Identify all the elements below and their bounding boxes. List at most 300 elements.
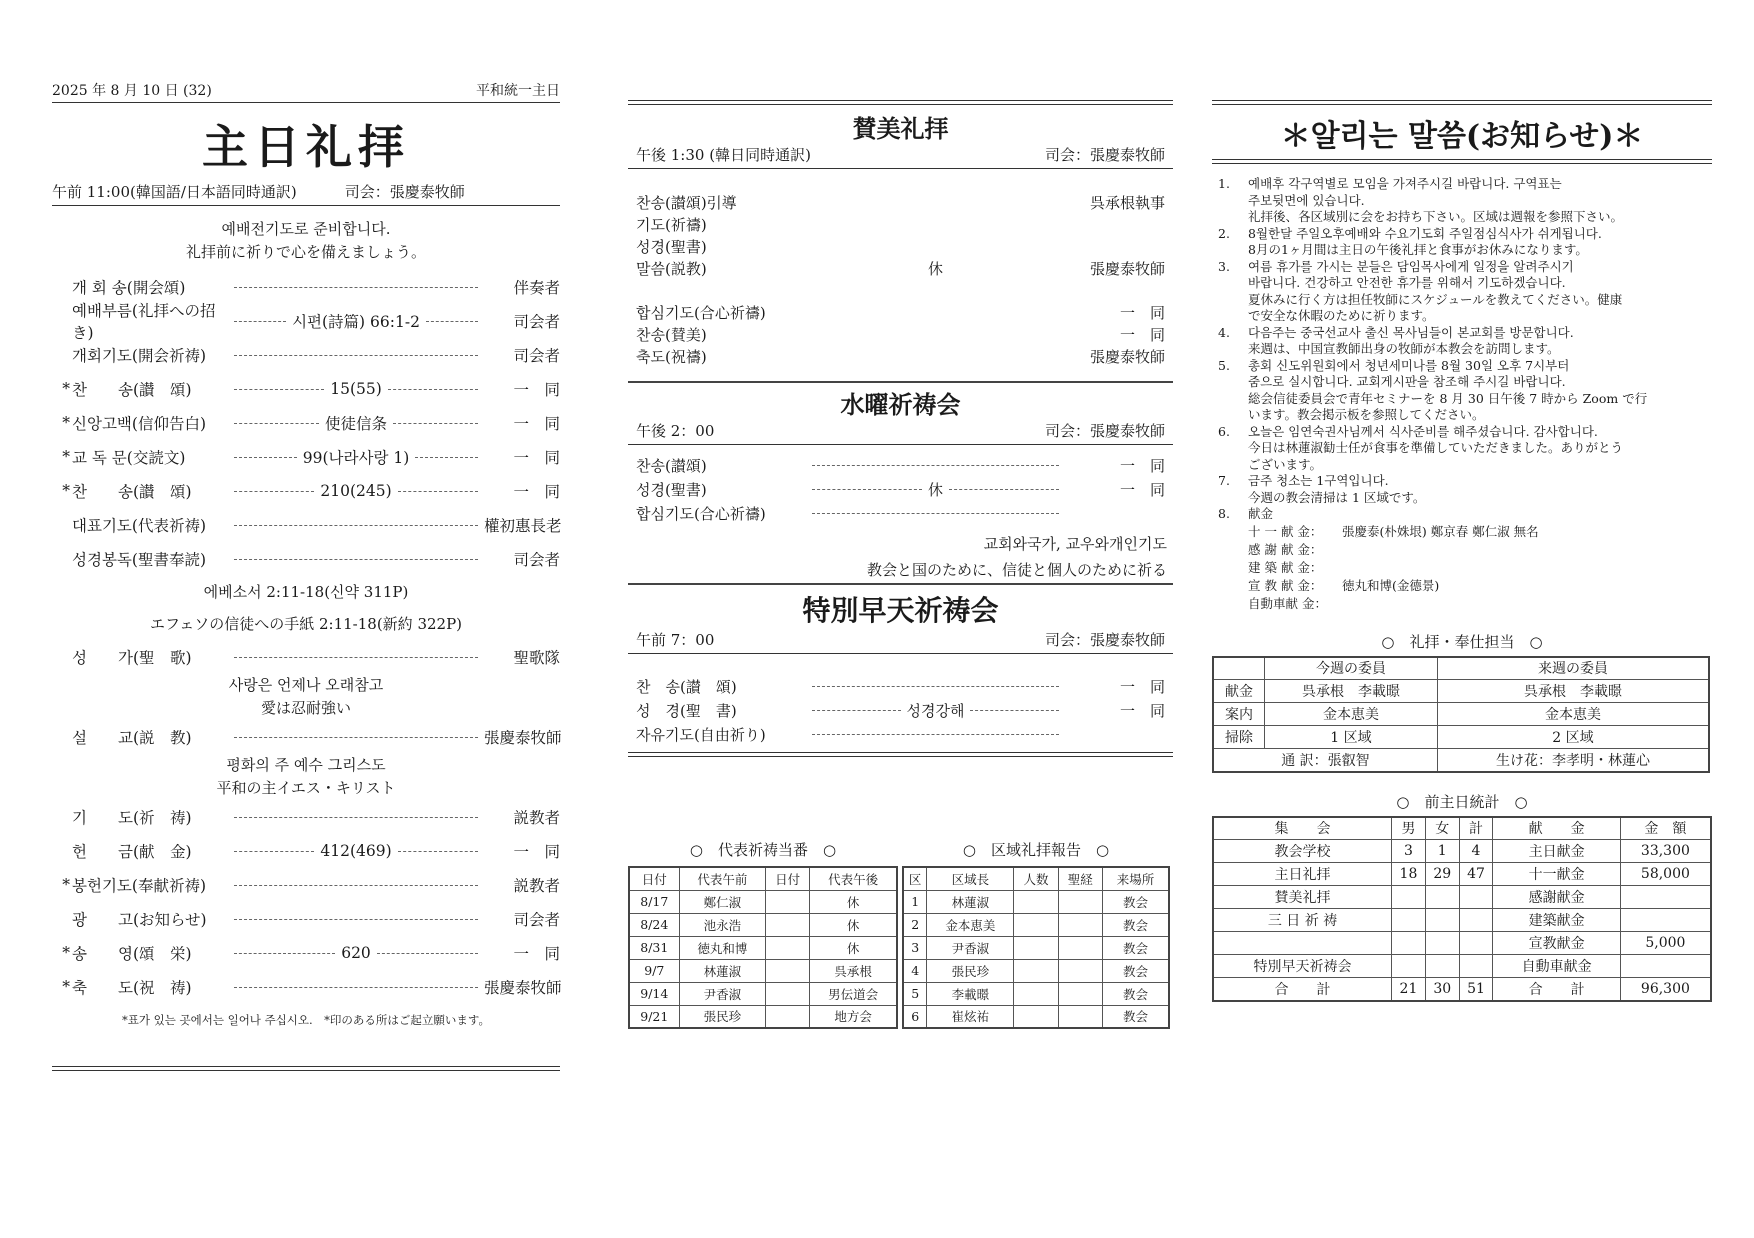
notice-line: 주보뒷면에 있습니다. <box>1248 192 1365 208</box>
table-row <box>1213 909 1711 932</box>
table-cell <box>766 936 810 959</box>
table-row <box>903 959 1169 982</box>
leader-dash <box>234 919 478 920</box>
table-row <box>629 936 897 959</box>
praise-time: 午後 1:30 (韓日同時通訳) <box>636 146 811 164</box>
table-cell: 51 <box>1459 978 1493 1001</box>
notice-number: 1. <box>1218 176 1230 191</box>
duty-header: 今週の委員 <box>1265 657 1438 680</box>
table-cell: 呉承根 <box>810 959 897 982</box>
table-cell: 休 <box>810 890 897 913</box>
service-item-label: 성경(聖書) <box>636 237 707 256</box>
table-row <box>1213 886 1711 909</box>
notice-line: 夏休みに行く方は担任牧師にスケジュールを教えてください。健康 <box>1248 291 1623 307</box>
notice-line: 今週の教会清掃は 1 区域です。 <box>1248 489 1426 505</box>
duty-footer-row <box>1213 749 1709 772</box>
order-item-label: 헌 금(献 金) <box>72 843 192 861</box>
table-row <box>1213 978 1711 1001</box>
leader-dash <box>234 817 478 818</box>
praise-order <box>628 191 1173 367</box>
order-item <box>52 440 560 474</box>
leader-dash <box>234 559 478 560</box>
notice-text <box>1248 358 1712 424</box>
notice-line: 8월한달 주일오후예배와 수요기도회 주일점심식사가 쉬게됩니다. <box>1248 225 1602 241</box>
wednesday-leader: 司会：張慶泰牧師 <box>1044 422 1165 440</box>
order-item-detail <box>228 737 484 738</box>
service-item-detail <box>806 479 1065 500</box>
table-cell: 張民珍 <box>927 959 1014 982</box>
order-item-detail <box>228 842 484 860</box>
table-cell: 教会 <box>1102 1005 1169 1028</box>
order-item-detail <box>228 987 484 988</box>
table-row <box>1213 932 1711 955</box>
notice-line: 今日は林蓮淑勧士任が食事を準備していただきました。ありがとう <box>1248 440 1624 455</box>
table-cell: 合 計 <box>1213 978 1392 1001</box>
section-rule <box>628 583 1173 585</box>
stats-header: 献 金 <box>1493 817 1620 840</box>
leader-dash <box>234 885 478 886</box>
service-item-label: 찬송(賛美) <box>636 325 707 344</box>
leader-dash <box>949 489 1059 490</box>
leader-dash <box>812 513 1059 514</box>
stats-header: 女 <box>1425 817 1459 840</box>
table-cell: 33,300 <box>1620 840 1711 863</box>
table-cell <box>1058 959 1102 982</box>
order-item-label: 예배부름(礼拝への招き) <box>72 302 216 342</box>
order-item-value: 使徒信条 <box>325 415 388 433</box>
notice-item <box>1212 259 1712 325</box>
leader-dash <box>970 710 1059 711</box>
table-cell: 主日献金 <box>1493 840 1620 863</box>
roster-header: 代表午後 <box>810 867 897 890</box>
table-cell: 9/14 <box>629 982 679 1005</box>
table-cell <box>1213 932 1392 955</box>
offering-row <box>1212 577 1712 595</box>
table-cell: 教会 <box>1102 936 1169 959</box>
notice-line: ございます。 <box>1248 456 1323 472</box>
service-info <box>52 181 560 206</box>
leader-dash <box>234 657 478 658</box>
order-item-person: 張慶泰牧師 <box>484 979 562 997</box>
order-item-detail <box>228 412 484 434</box>
order-item-person: 伴奏者 <box>513 279 560 297</box>
offering-type: 建 築 献 金： <box>1248 559 1323 575</box>
wednesday-info <box>628 420 1173 445</box>
service-item-detail <box>806 465 1065 466</box>
table-cell: 鄭仁淑 <box>679 890 765 913</box>
roster-header: 日付 <box>629 867 679 890</box>
table-cell <box>1058 936 1102 959</box>
table-row <box>1213 863 1711 886</box>
notice-line: 総会信徒委員会で青年セミナーを 8 月 30 日午後 7 時から Zoom で行 <box>1248 390 1648 406</box>
order-item-person: 司会者 <box>513 551 560 569</box>
top-rule <box>628 100 1173 105</box>
order-item-person: 一 同 <box>513 415 560 433</box>
table-row <box>1213 726 1709 749</box>
notice-line: 来週は、中国宣教師出身の牧師が本教会を訪問します。 <box>1248 341 1560 356</box>
table-cell: 教会学校 <box>1213 840 1392 863</box>
service-item-label: 기도(祈禱) <box>636 215 707 234</box>
service-item <box>636 345 1165 367</box>
offering-type: 宣 教 献 金： <box>1248 577 1323 593</box>
offering-row <box>1212 523 1712 541</box>
service-item <box>636 477 1165 501</box>
table-cell: 9/21 <box>629 1005 679 1028</box>
leader-dash <box>234 287 478 288</box>
notice-line: 줌으로 실시합니다. 교회게시판을 참조해 주시길 바랍니다. <box>1248 374 1566 389</box>
dawn-leader: 司会：張慶泰牧師 <box>1044 631 1165 649</box>
stats-header: 計 <box>1459 817 1493 840</box>
order-item-value: 620 <box>341 944 371 962</box>
scripture-ja: エフェソの信徒への手紙 2:11-18(新約 322P) <box>149 615 463 633</box>
standing-mark: * <box>62 380 70 398</box>
anthem-title <box>52 674 560 720</box>
notice-item <box>1212 226 1712 259</box>
table-cell: 4 <box>1459 840 1493 863</box>
order-item-detail <box>228 559 484 560</box>
bulletin-date: 2025 年 8 月 10 日 (32) <box>52 83 212 99</box>
order-item-person: 司会者 <box>513 313 560 331</box>
stats-header: 集 会 <box>1213 817 1392 840</box>
interpreter: 通 訳：張叡智 <box>1213 749 1437 772</box>
order-of-worship-2 <box>52 640 560 674</box>
table-cell: 1 <box>1425 840 1459 863</box>
order-item-value: 시편(詩篇) 66:1-2 <box>292 313 420 331</box>
notice-line: 礼拝後、各区域別に会をお持ち下さい。区域は週報を参照下さい。 <box>1248 209 1624 224</box>
order-item-value: 210(245) <box>320 482 392 500</box>
order-item-person: 聖歌隊 <box>513 649 560 667</box>
offering-list <box>1212 523 1712 613</box>
table-cell: 合 計 <box>1493 978 1620 1001</box>
service-item-label: 합심기도(合心祈禱) <box>636 303 766 322</box>
table-cell <box>1459 932 1493 955</box>
standing-mark: * <box>62 482 70 500</box>
roster-header: 日付 <box>766 867 810 890</box>
leader-dash <box>398 851 478 852</box>
preparation-text <box>52 218 560 264</box>
service-leader: 司会：張慶泰牧師 <box>344 183 465 201</box>
table-cell: 8/24 <box>629 913 679 936</box>
order-item-value: 412(469) <box>320 842 392 860</box>
service-item <box>636 698 1165 722</box>
order-item-label: 송 영(頌 栄) <box>72 945 192 963</box>
praise-service-info <box>628 144 1173 169</box>
order-item-person: 司会者 <box>513 911 560 929</box>
table-cell: 3 <box>1392 840 1426 863</box>
order-item-label: 신앙고백(信仰告白) <box>72 415 206 433</box>
column-bottom-rule <box>52 1066 560 1071</box>
prayer-roster-table <box>628 866 898 1029</box>
leader-dash <box>388 389 478 390</box>
notice-line: で安全な休暇のために祈ります。 <box>1248 308 1435 323</box>
standing-mark: * <box>62 876 70 894</box>
service-item-label: 찬 송(讃 頌) <box>636 677 737 696</box>
service-item-label: 성경(聖書) <box>636 480 707 499</box>
table-cell <box>1392 886 1426 909</box>
district-header: 区 <box>903 867 927 890</box>
order-item <box>52 834 560 868</box>
table-cell: 9/7 <box>629 959 679 982</box>
table-cell <box>1425 932 1459 955</box>
notice-text <box>1248 506 1712 523</box>
notice-item <box>1212 424 1712 474</box>
scripture-ko: 에베소서 2:11-18(신약 311P) <box>203 583 409 601</box>
table-cell: 1 <box>903 890 927 913</box>
table-cell: 58,000 <box>1620 863 1711 886</box>
service-item <box>636 191 1165 213</box>
service-item-label: 찬송(讃頌)引導 <box>636 193 737 212</box>
table-row <box>1213 703 1709 726</box>
order-item <box>52 902 560 936</box>
table-row <box>1213 680 1709 703</box>
table-cell: 特別早天祈祷会 <box>1213 955 1392 978</box>
table-cell: 8/31 <box>629 936 679 959</box>
table-cell: 呉承根 李載暻 <box>1265 680 1438 703</box>
district-header: 聖経 <box>1058 867 1102 890</box>
table-cell: 張民珍 <box>679 1005 765 1028</box>
leader-dash <box>812 710 901 711</box>
table-cell <box>1058 982 1102 1005</box>
service-item-label: 자유기도(自由祈り) <box>636 725 766 744</box>
order-item-label: 찬 송(讃 頌) <box>72 381 192 399</box>
leader-dash <box>812 465 1059 466</box>
table-row <box>629 982 897 1005</box>
notice-line: 다음주는 중국선교사 출신 목사님들이 본교회를 방문합니다. <box>1248 324 1574 340</box>
section-rule <box>628 381 1173 383</box>
service-item-person: 張慶泰牧師 <box>1089 347 1165 366</box>
table-cell: 5 <box>903 982 927 1005</box>
table-cell <box>1620 909 1711 932</box>
standing-mark: * <box>62 944 70 962</box>
order-item-label: 기 도(祈 祷) <box>72 809 192 827</box>
order-item-label: 성경봉독(聖書奉読) <box>72 551 206 569</box>
table-row <box>629 890 897 913</box>
dawn-order <box>628 674 1173 746</box>
table-cell: 三 日 祈 祷 <box>1213 909 1392 932</box>
service-time: 午前 11:00(韓国語/日本語同時通訳) <box>52 183 297 201</box>
table-cell: 建築献金 <box>1493 909 1620 932</box>
praise-leader: 司会：張慶泰牧師 <box>1044 146 1165 164</box>
table-cell: 宣教献金 <box>1493 932 1620 955</box>
notice-line: 오늘은 임연숙권사님께서 식사준비를 해주셨습니다. 감사합니다. <box>1248 423 1598 439</box>
district-report-caption: ○ 区域礼拝報告 ○ <box>962 841 1110 859</box>
offering-donors: 徳丸和博(金德景) <box>1342 577 1440 593</box>
leader-dash <box>812 686 1059 687</box>
rosters <box>628 839 1173 1029</box>
anthem-ko: 사랑은 언제나 오래참고 <box>228 676 384 694</box>
service-item-person: 一 同 <box>1119 480 1165 499</box>
service-item-label: 축도(祝禱) <box>636 347 707 366</box>
order-item-label: 축 도(祝 祷) <box>72 979 192 997</box>
table-cell <box>1014 959 1058 982</box>
district-report <box>902 839 1170 1029</box>
service-item <box>636 323 1165 345</box>
order-item-value: 99(나라사랑 1) <box>302 449 410 467</box>
service-item-label: 찬송(讃頌) <box>636 456 707 475</box>
service-item-label: 말씀(説教) <box>636 259 707 278</box>
order-item-label: 개 회 송(開会頌) <box>72 279 186 297</box>
anthem-ja: 愛は忍耐強い <box>260 699 351 717</box>
duty-table <box>1212 656 1710 773</box>
notice-text <box>1248 424 1712 474</box>
table-cell: 6 <box>903 1005 927 1028</box>
table-cell <box>1425 955 1459 978</box>
service-item-detail <box>806 513 1065 514</box>
table-cell <box>1058 1005 1102 1028</box>
service-item-person: 呉承根執事 <box>1089 193 1165 212</box>
service-item-detail <box>806 686 1065 687</box>
notice-line: 여름 휴가를 가시는 분들은 담임목사에게 일정을 알려주시기 <box>1248 258 1574 274</box>
table-cell: 47 <box>1459 863 1493 886</box>
table-cell: 教会 <box>1102 959 1169 982</box>
leader-dash <box>234 389 324 390</box>
notice-item <box>1212 176 1712 226</box>
table-header-row <box>903 867 1169 890</box>
leader-dash <box>398 491 478 492</box>
service-item-person: 一 同 <box>1119 701 1165 720</box>
duty-header: 来週の委員 <box>1437 657 1709 680</box>
leader-dash <box>377 953 478 954</box>
notice-text <box>1248 226 1712 259</box>
services-column <box>628 100 1173 1029</box>
table-row <box>1213 840 1711 863</box>
order-item-person: 權初惠長老 <box>484 517 562 535</box>
notice-item <box>1212 325 1712 358</box>
order-item <box>52 936 560 970</box>
table-row <box>903 982 1169 1005</box>
order-item <box>52 508 560 542</box>
order-item-person: 一 同 <box>513 483 560 501</box>
table-cell: 崔炫祐 <box>927 1005 1014 1028</box>
standing-mark: * <box>62 978 70 996</box>
service-item-person: 一 同 <box>1119 677 1165 696</box>
table-header-row <box>629 867 897 890</box>
leader-dash <box>234 355 478 356</box>
flower-arrangement: 生け花：李孝明・林蓮心 <box>1437 749 1709 772</box>
order-item-label: 설 교(説 教) <box>72 729 192 747</box>
order-item-person: 一 同 <box>513 449 560 467</box>
order-item-person: 司会者 <box>513 347 560 365</box>
table-cell: 掃除 <box>1213 726 1265 749</box>
leader-dash <box>234 737 478 738</box>
notices-column <box>1212 100 1712 1002</box>
notice-text <box>1248 473 1712 506</box>
order-item-detail <box>228 355 484 356</box>
table-cell: 教会 <box>1102 913 1169 936</box>
service-item-label: 합심기도(合心祈禱) <box>636 504 766 523</box>
scripture-reference <box>52 576 560 640</box>
service-item-person: 一 同 <box>1119 325 1165 344</box>
sermon-title <box>52 754 560 800</box>
notice-number: 7. <box>1218 473 1230 488</box>
service-item <box>636 453 1165 477</box>
dawn-prayer-info <box>628 629 1173 654</box>
praise-service-title: 賛美礼拝 <box>852 114 949 143</box>
table-header-row <box>1213 657 1709 680</box>
stats-table <box>1212 816 1712 1002</box>
service-item <box>636 279 1165 301</box>
table-cell <box>1014 1005 1058 1028</box>
table-cell <box>1058 913 1102 936</box>
offering-donors: 張慶泰(朴姝垠) 鄭京春 鄭仁淑 無名 <box>1342 523 1539 539</box>
table-row <box>903 913 1169 936</box>
order-of-worship-1 <box>52 270 560 576</box>
table-cell <box>1459 909 1493 932</box>
table-cell: 案内 <box>1213 703 1265 726</box>
leader-dash <box>234 953 335 954</box>
service-item-value: 休 <box>927 259 943 278</box>
notice-line: 8月の1ヶ月間は主日の午後礼拝と食事がお休みになります。 <box>1248 242 1588 257</box>
order-item-label: 대표기도(代表祈祷) <box>72 517 206 535</box>
service-item-value: 休 <box>928 480 944 499</box>
offering-type: 十 一 献 金： <box>1248 523 1323 539</box>
order-item-label: 봉헌기도(奉献祈祷) <box>72 877 206 895</box>
leader-dash <box>426 321 478 322</box>
stats-caption: ○ 前主日統計 ○ <box>1396 792 1528 811</box>
table-cell <box>1058 890 1102 913</box>
table-cell: 林蓮淑 <box>679 959 765 982</box>
table-cell: 尹香淑 <box>927 936 1014 959</box>
notice-line: 예배후 각구역별로 모임을 가져주시길 바랍니다. 구역표는 <box>1248 176 1562 191</box>
table-cell: 8/17 <box>629 890 679 913</box>
table-cell: 4 <box>903 959 927 982</box>
table-cell <box>1392 932 1426 955</box>
notices-title-rule <box>1212 159 1712 164</box>
table-header-row <box>1213 817 1711 840</box>
table-cell: 2 <box>903 913 927 936</box>
notice-line: 바랍니다. 건강하고 안전한 휴가를 위해서 기도하겠습니다. <box>1248 275 1566 290</box>
table-cell <box>1620 886 1711 909</box>
leader-dash <box>393 423 478 424</box>
leader-dash <box>415 457 478 458</box>
table-row <box>629 1005 897 1028</box>
standing-mark: * <box>62 414 70 432</box>
sunday-name: 平和統一主日 <box>476 83 560 99</box>
standing-footnote: *표가 있는 곳에서는 일어나 주십시오. *印のある所はご起立願います。 <box>122 1013 490 1027</box>
sermon-ja: 平和の主イエス・キリスト <box>216 779 396 797</box>
dawn-prayer-title: 特別早天祈祷会 <box>802 594 999 627</box>
service-item-person: 張慶泰牧師 <box>1089 259 1165 278</box>
table-row <box>903 936 1169 959</box>
order-item-person: 張慶泰牧師 <box>484 729 562 747</box>
notice-number: 5. <box>1218 357 1230 373</box>
table-cell <box>1620 955 1711 978</box>
table-cell: 徳丸和博 <box>679 936 765 959</box>
leader-dash <box>234 321 286 322</box>
table-cell: 賛美礼拝 <box>1213 886 1392 909</box>
order-item-person: 説教者 <box>513 809 560 827</box>
service-item-detail <box>806 734 1065 735</box>
order-item-detail <box>228 817 484 818</box>
bulletin-headline <box>52 80 560 103</box>
duty-header <box>1213 657 1265 680</box>
leader-dash <box>234 525 478 526</box>
order-item-person: 一 同 <box>513 381 560 399</box>
table-cell: 教会 <box>1102 982 1169 1005</box>
district-header: 区域長 <box>927 867 1014 890</box>
wednesday-time: 午後 2：00 <box>636 422 715 440</box>
order-item-detail <box>228 482 484 500</box>
table-cell: 李載暻 <box>927 982 1014 1005</box>
notice-line: 献金 <box>1248 506 1274 521</box>
order-item <box>52 302 560 342</box>
order-item-detail <box>228 885 484 886</box>
order-item <box>52 372 560 406</box>
table-cell: 男伝道会 <box>810 982 897 1005</box>
order-of-worship-4 <box>52 800 560 1004</box>
notice-text <box>1248 176 1712 226</box>
dawn-time: 午前 7：00 <box>636 631 715 649</box>
